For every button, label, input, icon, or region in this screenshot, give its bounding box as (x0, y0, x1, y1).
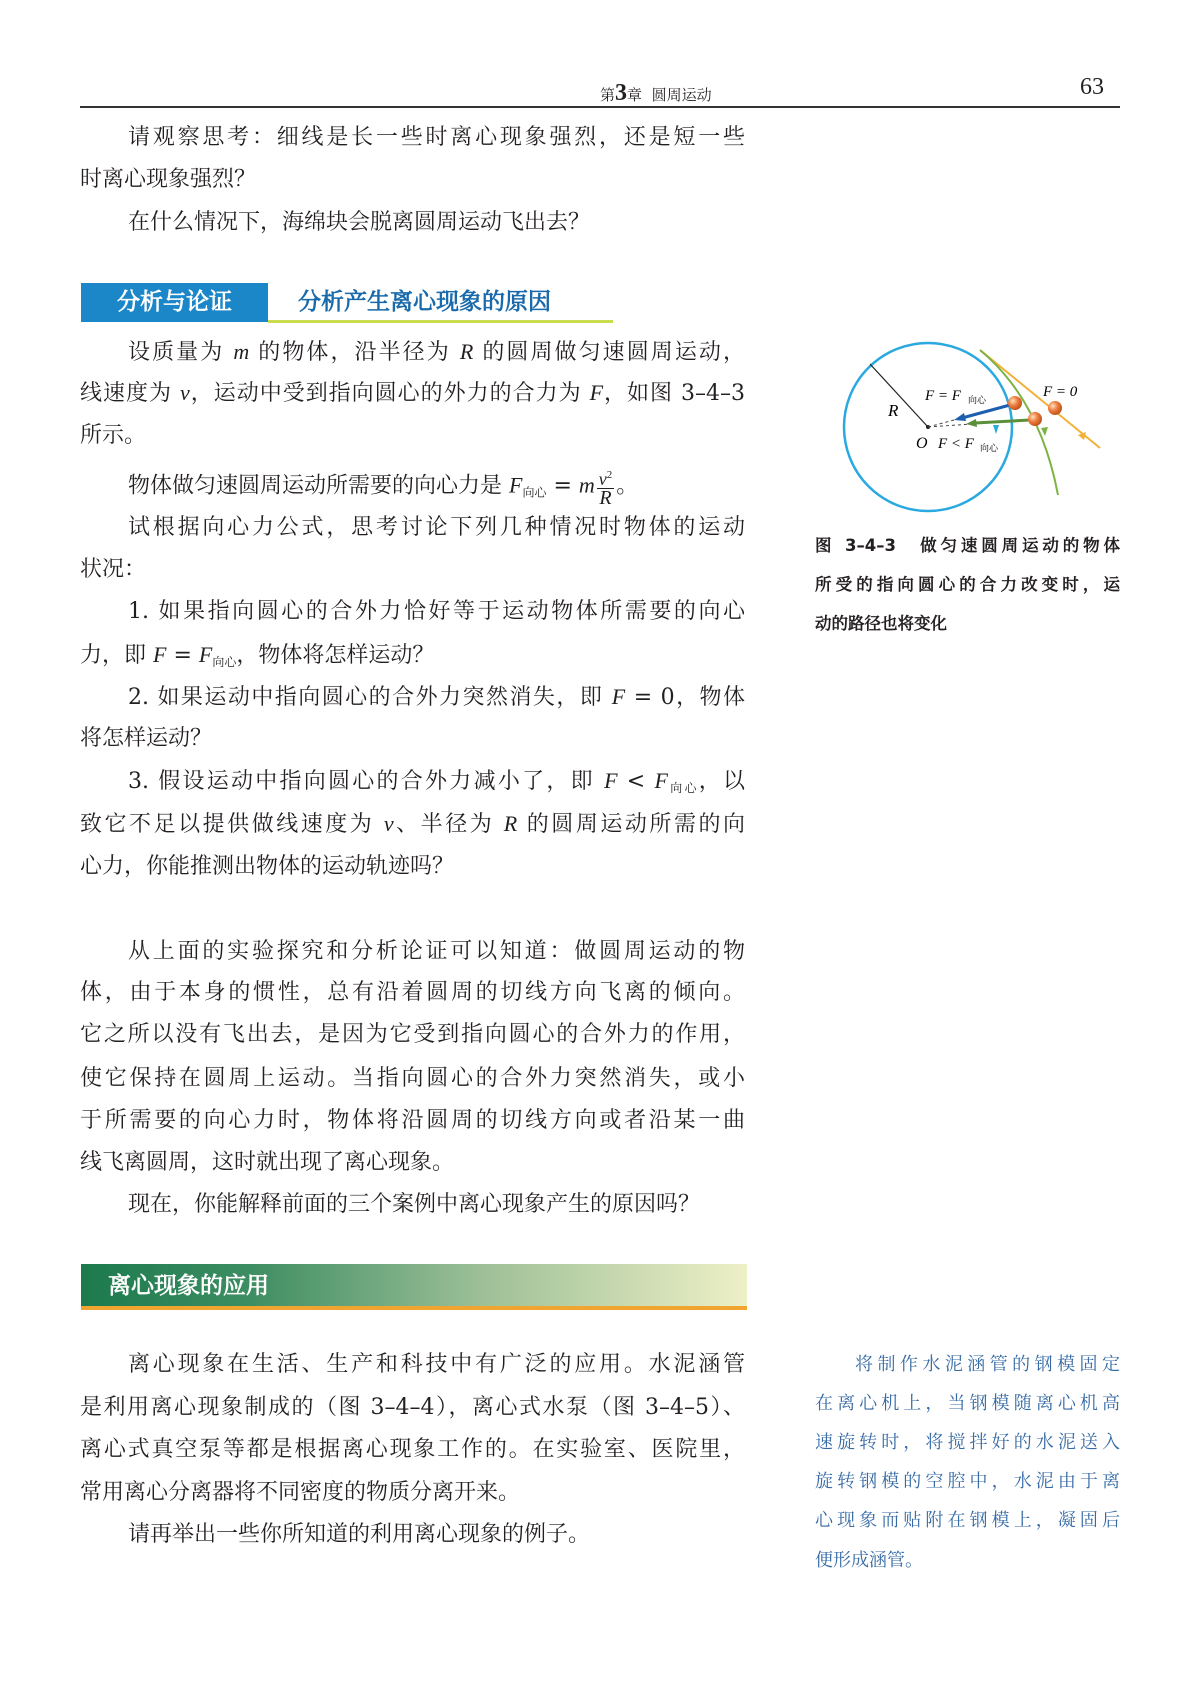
fraction-v2-over-R (597, 466, 615, 507)
text-segment: 请观察思考：细线是长一些时离心现象强烈，还是短一些 (128, 125, 745, 150)
text-line (80, 852, 745, 882)
text-line (128, 337, 745, 368)
text-line (80, 165, 745, 195)
label-sub: 向心 (980, 443, 999, 453)
side-note-line: 速旋转时，将搅拌好的水泥送入 (815, 1432, 1120, 1453)
math-subscript: 向心 (522, 485, 547, 500)
chapter-number: 3 (615, 80, 628, 106)
text-segment: 请再举出一些你所知道的利用离心现象的例子。 (128, 1522, 591, 1547)
math-variable: F (589, 380, 604, 405)
label-R: R (888, 401, 899, 420)
text-line (80, 1148, 745, 1178)
math-variable: m (578, 472, 595, 498)
text-segment: 试根据向心力公式，思考讨论下列几种情况时物体的运动 (128, 515, 745, 540)
text-segment: 于所需要的向心力时，物体将沿圆周的切线方向或者沿某一曲 (80, 1108, 745, 1133)
math-variable: m (233, 339, 250, 364)
radius-line (870, 364, 928, 427)
circle-direction-arrow (993, 425, 999, 434)
text-segment: 现在，你能解释前面的三个案例中离心现象产生的原因吗？ (128, 1192, 701, 1217)
math-variable: F (198, 642, 213, 667)
numerator: v (598, 469, 607, 489)
text-segment: ，物体将怎样运动？ (236, 643, 435, 668)
text-line (128, 937, 745, 967)
text-segment: 。 (616, 473, 639, 499)
label-F-zero: F = 0 (1043, 384, 1078, 400)
text-line (128, 682, 745, 713)
chapter-label (600, 80, 712, 107)
page-number: 63 (1080, 74, 1104, 100)
text-line (80, 1393, 745, 1423)
text-line (80, 1106, 745, 1136)
caption-line: 所受的指向圆心的合力改变时，运 (815, 575, 1120, 594)
text-segment: 在什么情况下，海绵块会脱离圆周运动飞出去？ (128, 210, 591, 235)
side-note-line: 便形成涵管。 (815, 1550, 923, 1571)
side-note-line: 旋转钢模的空腔中，水泥由于离 (815, 1471, 1120, 1492)
text-segment: < (617, 769, 655, 794)
math-subscript: 向心 (667, 781, 699, 795)
text-segment: 离心现象在生活、生产和科技中有广泛的应用。水泥涵管 (128, 1352, 745, 1377)
text-segment: 的圆周做匀速圆周运动， (473, 340, 745, 365)
text-line (80, 378, 745, 409)
header-rule (80, 106, 1120, 108)
caption-line: 图 3–4–3 做匀速圆周运动的物体 (815, 536, 1120, 555)
text-segment: 常用离心分离器将不同密度的物质分离开来。 (80, 1480, 521, 1505)
figure-3-4-3-diagram (830, 330, 1120, 520)
section2-underline (81, 1306, 747, 1310)
reduced-force-arrowhead (966, 419, 977, 427)
text-segment: 2. 如果运动中指向圆心的合外力突然消失，即 (128, 685, 612, 710)
text-segment: 状况： (80, 557, 147, 582)
centripetal-arrowhead (954, 413, 966, 421)
text-line (128, 1520, 745, 1550)
text-segment: = 0，物体 (625, 685, 746, 710)
text-line (128, 766, 745, 803)
text-segment: 、半径为 (393, 812, 504, 837)
text-segment: 它之所以没有飞出去，是因为它受到指向圆心的合外力的作用， (80, 1022, 745, 1047)
math-variable: F (509, 472, 523, 498)
text-segment: 线飞离圆周，这时就出现了离心现象。 (80, 1150, 455, 1175)
caption-line: 动的路径也将变化 (815, 614, 947, 633)
text-segment: 心力，你能推测出物体的运动轨迹吗？ (80, 854, 455, 879)
text-segment: 物体做匀速圆周运动所需要的向心力是 (128, 473, 509, 499)
ball-uniform (1008, 396, 1022, 410)
text-line (80, 555, 745, 585)
label-F-less: F < F (938, 436, 974, 452)
text-line (80, 1435, 745, 1465)
ball-free (1048, 401, 1062, 415)
text-line (80, 809, 745, 840)
text-segment: 使它保持在圆周上运动。当指向圆心的合外力突然消失，或小 (80, 1066, 745, 1091)
text-line (80, 1478, 745, 1508)
side-note-line: 将制作水泥涵管的钢模固定 (855, 1354, 1120, 1375)
text-line (80, 978, 745, 1008)
text-segment: 离心式真空泵等都是根据离心现象工作的。在实验室、医院里， (80, 1437, 745, 1462)
section-underline (268, 320, 613, 323)
text-line (128, 513, 745, 543)
text-segment: 3. 假设运动中指向圆心的合外力减小了，即 (128, 769, 605, 794)
text-line (128, 1350, 745, 1380)
text-segment: 1. 如果指向圆心的合外力恰好等于运动物体所需要的向心 (128, 599, 745, 624)
text-segment: ，以 (698, 769, 745, 794)
text-line (128, 123, 745, 153)
reduced-force-arrow (975, 420, 1030, 423)
math-variable: F (654, 768, 668, 793)
text-line (128, 597, 745, 627)
math-variable: F (153, 642, 167, 667)
math-subscript: 向心 (212, 655, 237, 669)
text-segment: 的圆周运动所需的向 (517, 812, 745, 837)
text-segment: ，如图 3–4–3 (603, 381, 745, 406)
ball-reduced (1028, 412, 1042, 426)
text-segment: 力，即 (80, 643, 153, 668)
text-segment: ，运动中受到指向圆心的外力的合力为 (189, 381, 590, 406)
text-line (80, 640, 745, 677)
text-segment: 致它不足以提供做线速度为 (80, 812, 384, 837)
text-line (128, 1190, 745, 1220)
text-segment: 时离心现象强烈？ (80, 167, 257, 192)
label-sub: 向心 (968, 395, 987, 405)
text-segment: = (546, 473, 579, 499)
chapter-prefix: 第 (600, 86, 616, 104)
text-line (128, 466, 745, 508)
spiral-arrow (1041, 427, 1048, 436)
math-variable: F (604, 768, 618, 793)
section2-title: 离心现象的应用 (108, 1273, 269, 1299)
text-segment: 是利用离心现象制成的（图 3–4–4），离心式水泵（图 3–4–5）、 (80, 1395, 745, 1420)
math-variable: R (503, 811, 518, 836)
math-variable: v (179, 380, 190, 405)
text-segment: 从上面的实验探究和分析论证可以知道：做圆周运动的物 (128, 939, 745, 964)
denominator: R (599, 487, 612, 509)
exponent: 2 (606, 469, 613, 481)
text-segment: 将怎样运动？ (80, 726, 213, 751)
text-line (80, 421, 745, 451)
text-segment: 体，由于本身的惯性，总有沿着圆周的切线方向飞离的倾向。 (80, 980, 745, 1005)
text-segment: = (166, 643, 199, 668)
chapter-title: 圆周运动 (651, 86, 712, 104)
text-line (80, 1064, 745, 1094)
label-O: O (916, 435, 928, 452)
text-segment: 线速度为 (80, 381, 180, 406)
centripetal-force-arrow (962, 405, 1010, 418)
text-segment: 设质量为 (128, 340, 234, 365)
side-note-line: 在离心机上，当钢模随离心机高 (815, 1393, 1120, 1414)
label-F-equal: F = F (925, 388, 961, 404)
side-note-line: 心现象而贴附在钢模上，凝固后 (815, 1510, 1120, 1531)
math-variable: F (611, 684, 626, 709)
section-tag: 分析与论证 (81, 283, 268, 322)
math-variable: R (459, 339, 474, 364)
text-segment: 的物体，沿半径为 (249, 340, 460, 365)
text-line (128, 208, 745, 238)
section-title: 分析产生离心现象的原因 (298, 289, 551, 315)
text-segment: 所示。 (80, 423, 147, 448)
text-line (80, 1020, 745, 1050)
text-line (80, 724, 745, 754)
math-variable: v (383, 811, 394, 836)
chapter-suffix: 章 (627, 86, 643, 104)
